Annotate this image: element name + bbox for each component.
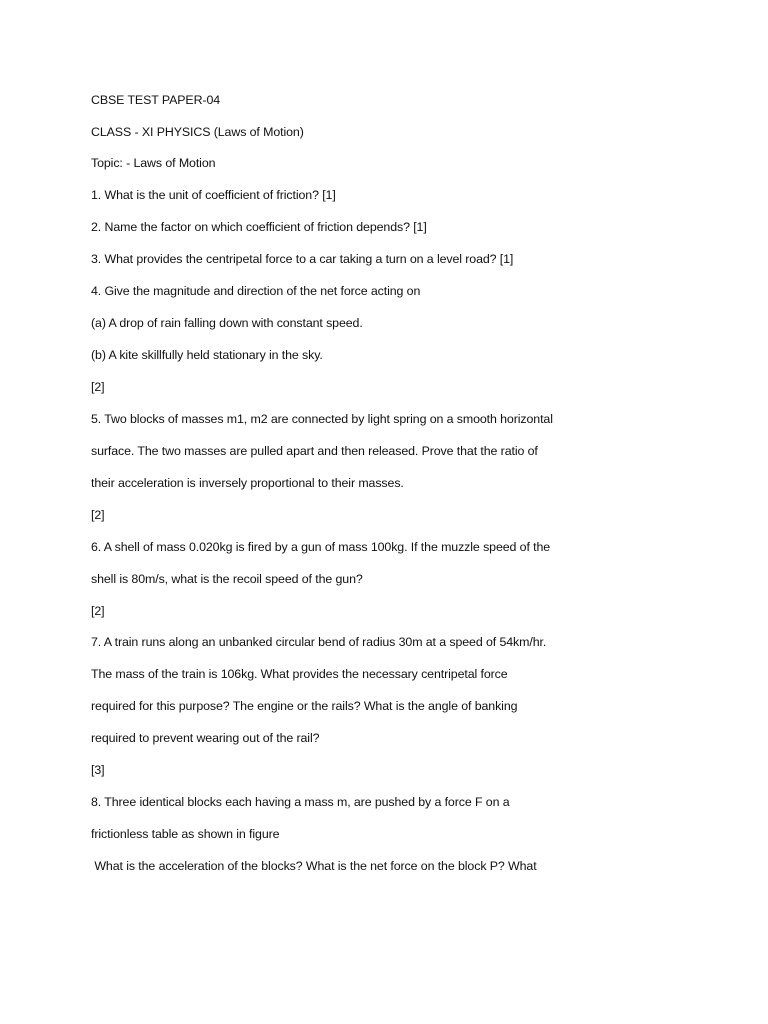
paper-title: CBSE TEST PAPER-04 <box>91 93 221 107</box>
class-line: CLASS - XI PHYSICS (Laws of Motion) <box>91 125 304 139</box>
question-4-part-a: (a) A drop of rain falling down with constant speed. <box>91 316 363 330</box>
question-8-line-3: What is the acceleration of the blocks? What is the net force on the block P? What <box>91 859 537 873</box>
question-4-marks: [2] <box>91 380 105 394</box>
question-2: 2. Name the factor on which coefficient of friction depends? [1] <box>91 220 427 234</box>
question-4-stem: 4. Give the magnitude and direction of the net force acting on <box>91 284 421 298</box>
question-6-marks: [2] <box>91 604 105 618</box>
topic-line: Topic: - Laws of Motion <box>91 156 216 170</box>
question-4-part-b: (b) A kite skillfully held stationary in the sky. <box>91 348 323 362</box>
question-5-marks: [2] <box>91 508 105 522</box>
question-6-line-1: 6. A shell of mass 0.020kg is fired by a gun of mass 100kg. If the muzzle speed of the <box>91 540 551 554</box>
question-5-line-2: surface. The two masses are pulled apart and then released. Prove that the ratio of <box>91 444 538 458</box>
question-8-line-1: 8. Three identical blocks each having a mass m, are pushed by a force F on a <box>91 795 510 809</box>
question-6-line-2: shell is 80m/s, what is the recoil speed of the gun? <box>91 572 363 586</box>
question-7-line-1: 7. A train runs along an unbanked circular bend of radius 30m at a speed of 54km/hr. <box>91 635 547 649</box>
question-7-marks: [3] <box>91 763 105 777</box>
question-7-line-3: required for this purpose? The engine or the rails? What is the angle of banking <box>91 699 518 713</box>
question-1: 1. What is the unit of coefficient of friction? [1] <box>91 188 336 202</box>
question-5-line-3: their acceleration is inversely proportional to their masses. <box>91 476 404 490</box>
question-7-line-2: The mass of the train is 106kg. What provides the necessary centripetal force <box>91 667 508 681</box>
question-5-line-1: 5. Two blocks of masses m1, m2 are connected by light spring on a smooth horizontal <box>91 412 553 426</box>
question-7-line-4: required to prevent wearing out of the rail? <box>91 731 320 745</box>
question-8-line-2: frictionless table as shown in figure <box>91 827 280 841</box>
question-3: 3. What provides the centripetal force to a car taking a turn on a level road? [1] <box>91 252 514 266</box>
